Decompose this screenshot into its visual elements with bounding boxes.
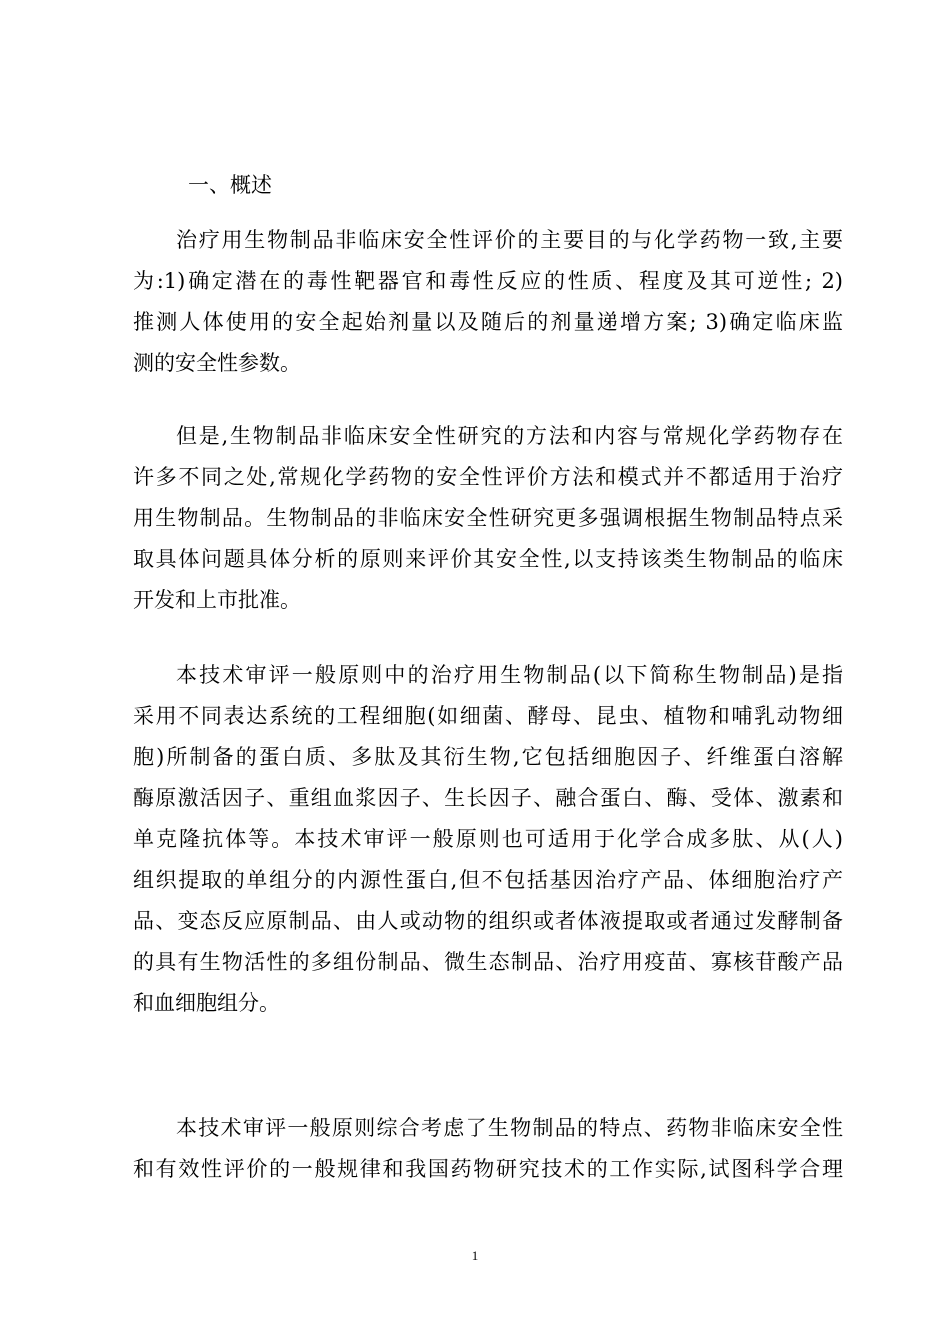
paragraph-line: 为:1)确定潜在的毒性靶器官和毒性反应的性质、程度及其可逆性; 2) bbox=[133, 269, 843, 293]
paragraph-line: 用生物制品。生物制品的非临床安全性研究更多强调根据生物制品特点采 bbox=[133, 506, 843, 530]
paragraph-line: 推测人体使用的安全起始剂量以及随后的剂量递增方案; 3)确定临床监 bbox=[133, 310, 843, 334]
paragraph-considerations bbox=[133, 1108, 843, 1190]
paragraph-line: 和有效性评价的一般规律和我国药物研究技术的工作实际,试图科学合理 bbox=[133, 1157, 843, 1181]
paragraph-line: 组织提取的单组分的内源性蛋白,但不包括基因治疗产品、体细胞治疗产 bbox=[133, 868, 843, 892]
paragraph-line: 单克隆抗体等。本技术审评一般原则也可适用于化学合成多肽、从(人) bbox=[133, 827, 843, 851]
paragraph-line: 本技术审评一般原则综合考虑了生物制品的特点、药物非临床安全性 bbox=[176, 1116, 843, 1140]
paragraph-line: 测的安全性参数。 bbox=[133, 351, 301, 375]
paragraph-line: 开发和上市批准。 bbox=[133, 588, 301, 612]
paragraph-line: 胞)所制备的蛋白质、多肽及其衍生物,它包括细胞因子、纤维蛋白溶解 bbox=[133, 745, 843, 769]
paragraph-line: 许多不同之处,常规化学药物的安全性评价方法和模式并不都适用于治疗 bbox=[133, 465, 843, 489]
paragraph-line: 治疗用生物制品非临床安全性评价的主要目的与化学药物一致,主要 bbox=[176, 228, 843, 252]
paragraph-line: 和血细胞组分。 bbox=[133, 991, 280, 1015]
paragraph-scope bbox=[133, 655, 843, 1024]
paragraph-objectives bbox=[133, 220, 843, 384]
paragraph-differences bbox=[133, 416, 843, 621]
paragraph-line: 采用不同表达系统的工程细胞(如细菌、酵母、昆虫、植物和哺乳动物细 bbox=[133, 704, 843, 728]
paragraph-line: 但是,生物制品非临床安全性研究的方法和内容与常规化学药物存在 bbox=[176, 424, 843, 448]
paragraph-line: 的具有生物活性的多组份制品、微生态制品、治疗用疫苗、寡核苷酸产品 bbox=[133, 950, 843, 974]
paragraph-line: 酶原激活因子、重组血浆因子、生长因子、融合蛋白、酶、受体、激素和 bbox=[133, 786, 843, 810]
page-number: 1 bbox=[471, 1248, 479, 1263]
paragraph-line: 取具体问题具体分析的原则来评价其安全性,以支持该类生物制品的临床 bbox=[133, 547, 843, 571]
paragraph-line: 品、变态反应原制品、由人或动物的组织或者体液提取或者通过发酵制备 bbox=[133, 909, 843, 933]
paragraph-line: 本技术审评一般原则中的治疗用生物制品(以下简称生物制品)是指 bbox=[176, 663, 843, 687]
section-heading: 一、概述 bbox=[188, 173, 272, 197]
